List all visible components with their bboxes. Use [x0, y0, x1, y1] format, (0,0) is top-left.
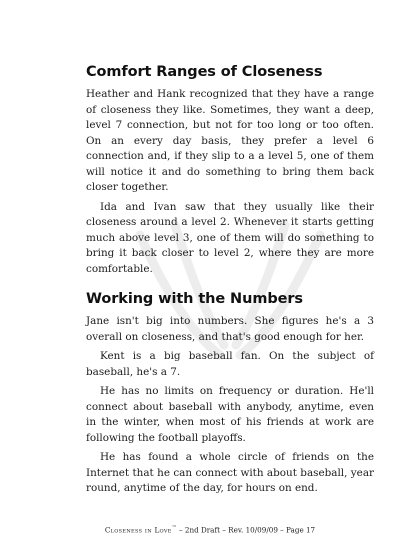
footer-rest: – 2nd Draft – Rev. 10/09/09 – Page 17	[176, 525, 316, 535]
paragraph: He has found a whole circle of friends on the Internet that he can connect with about baseball, year round, anytime of the day, for hours on end.	[86, 451, 374, 494]
footer-title: Closeness in Love	[104, 525, 172, 535]
section-heading-comfort-ranges: Comfort Ranges of Closeness	[86, 64, 323, 80]
paragraph: Jane isn't big into numbers. She figures he's a 3 overall on closeness, and that's good enough for her.	[86, 315, 374, 343]
page-footer	[0, 525, 420, 534]
paragraph: Heather and Hank recognized that they have a range of closeness they like. Sometimes, they want a deep, level 7 connection, but not for too long or too often. On an every day basis, they prefer a level 6 connection and, if they slip to a a level 5, one of them will notice it and do something to bring them back closer together.	[86, 88, 374, 193]
page-content	[86, 64, 374, 497]
paragraph: Kent is a big baseball fan. On the subject of baseball, he's a 7.	[86, 350, 374, 378]
paragraph: Ida and Ivan saw that they usually like their closeness around a level 2. Whenever it starts getting much above level 3, one of them will do something to bring it back closer to level 2, where they are more comfortable.	[86, 200, 374, 275]
paragraph: He has no limits on frequency or duration. He'll connect about baseball with anybody, anytime, even in the winter, when most of his friends at work are following the football playoffs.	[86, 385, 374, 444]
footer-trademark: ™	[171, 525, 177, 531]
section-heading-working-numbers: Working with the Numbers	[86, 291, 303, 307]
